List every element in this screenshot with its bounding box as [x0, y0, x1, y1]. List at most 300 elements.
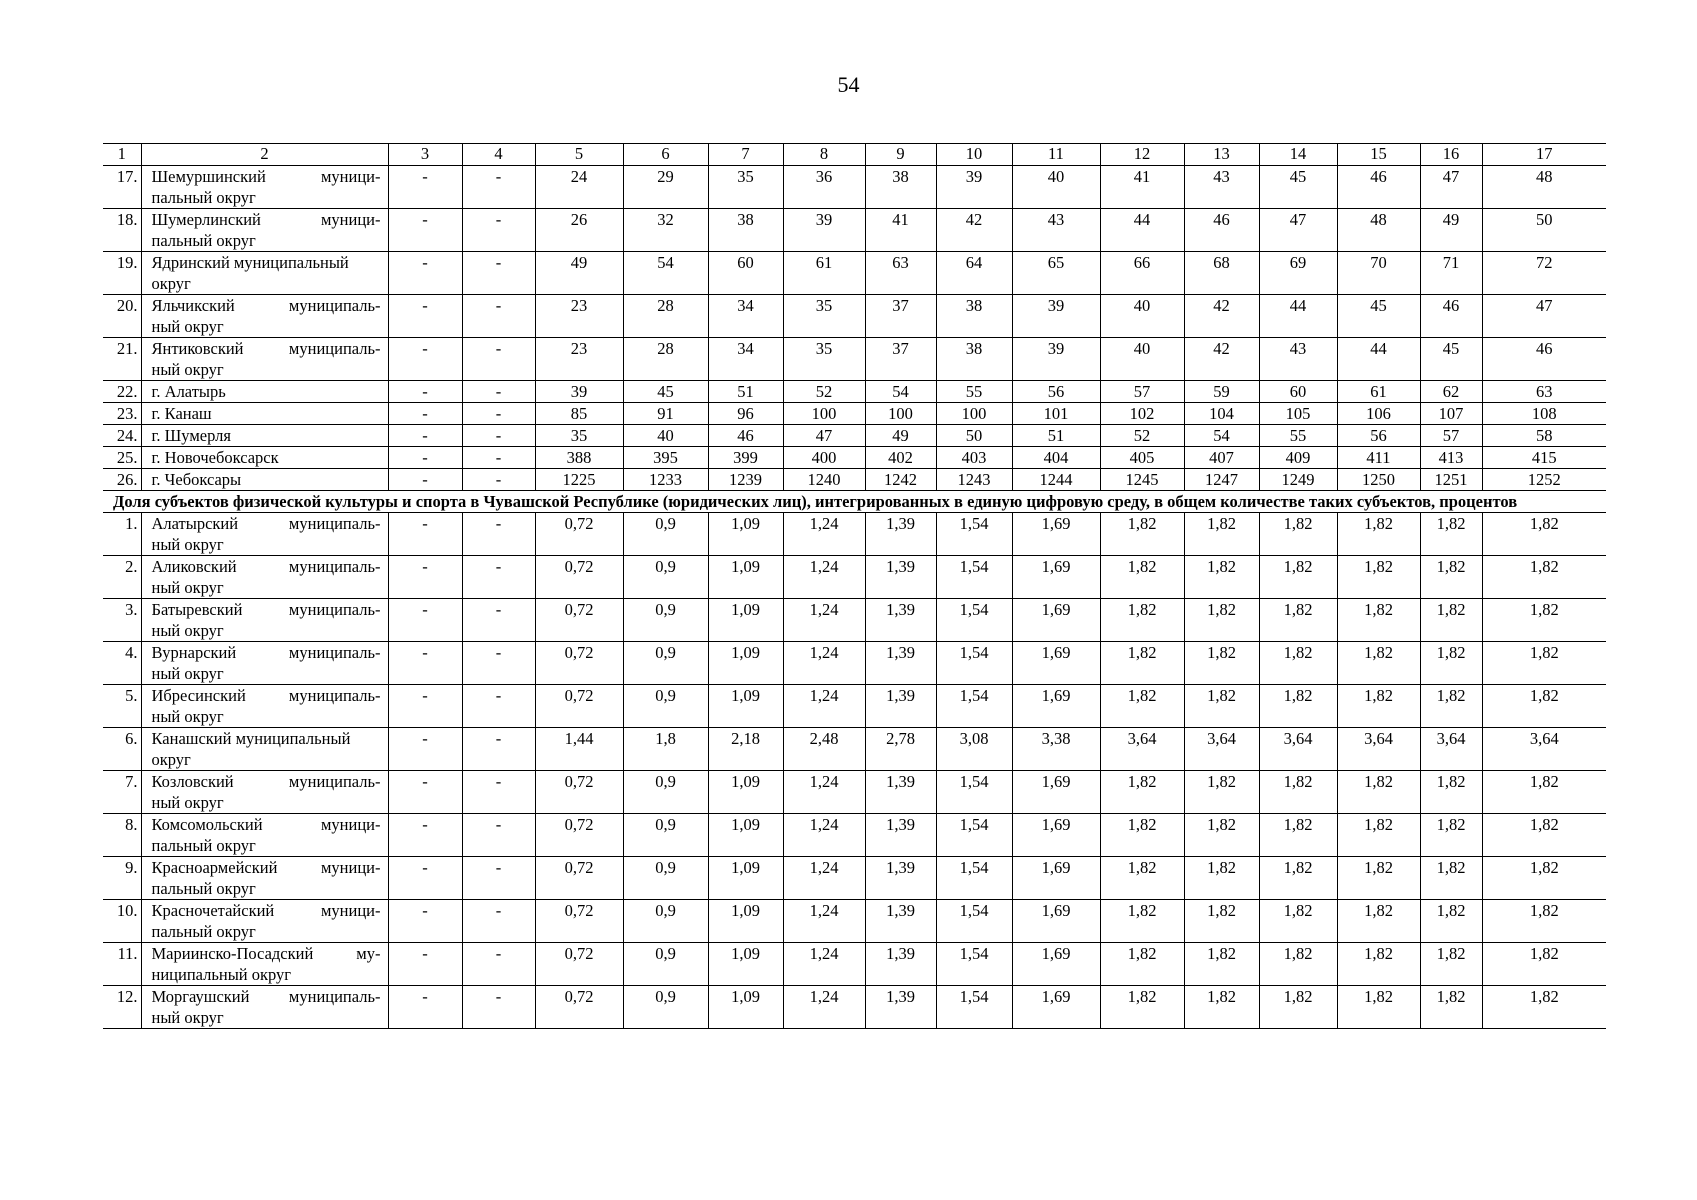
value-cell-15: 1,82	[1337, 685, 1420, 728]
row-name-line-2: ный округ	[151, 793, 224, 812]
table-row	[103, 900, 1606, 943]
value-cell-10: 100	[936, 403, 1012, 425]
value-cell-4: -	[462, 403, 535, 425]
value-cell-7: 1,09	[708, 685, 783, 728]
value-cell-14: 1,82	[1259, 685, 1337, 728]
row-name-line-1: Канашский муниципальный	[151, 729, 351, 748]
value-cell-5: 0,72	[535, 814, 623, 857]
value-cell-8: 2,48	[783, 728, 865, 771]
value-cell-9: 1,39	[865, 986, 936, 1029]
value-cell-10: 38	[936, 295, 1012, 338]
row-name	[141, 252, 388, 295]
column-header-10: 10	[936, 144, 1012, 166]
row-name	[141, 857, 388, 900]
row-name: г. Алатырь	[141, 381, 388, 403]
value-cell-8: 1,24	[783, 685, 865, 728]
row-name-line-1: Алатырский муниципаль-	[151, 514, 381, 533]
value-cell-9: 1,39	[865, 642, 936, 685]
value-cell-14: 44	[1259, 295, 1337, 338]
value-cell-16: 1,82	[1420, 986, 1482, 1029]
table-row	[103, 728, 1606, 771]
value-cell-4: -	[462, 642, 535, 685]
row-name	[141, 771, 388, 814]
value-cell-17: 1,82	[1482, 513, 1606, 556]
row-number: 21.	[103, 338, 141, 381]
value-cell-6: 0,9	[623, 857, 708, 900]
value-cell-7: 2,18	[708, 728, 783, 771]
value-cell-8: 1,24	[783, 556, 865, 599]
row-number: 20.	[103, 295, 141, 338]
table-row	[103, 403, 1606, 425]
table-row	[103, 295, 1606, 338]
value-cell-13: 42	[1184, 295, 1259, 338]
value-cell-12: 66	[1100, 252, 1184, 295]
value-cell-17: 58	[1482, 425, 1606, 447]
value-cell-17: 1,82	[1482, 986, 1606, 1029]
row-name-line-2: пальный округ	[151, 836, 256, 855]
value-cell-11: 56	[1012, 381, 1100, 403]
value-cell-7: 399	[708, 447, 783, 469]
value-cell-13: 1,82	[1184, 857, 1259, 900]
value-cell-15: 70	[1337, 252, 1420, 295]
value-cell-3: -	[388, 513, 462, 556]
value-cell-16: 1,82	[1420, 771, 1482, 814]
value-cell-11: 39	[1012, 295, 1100, 338]
value-cell-12: 1,82	[1100, 513, 1184, 556]
value-cell-16: 1,82	[1420, 642, 1482, 685]
value-cell-5: 388	[535, 447, 623, 469]
value-cell-6: 0,9	[623, 556, 708, 599]
value-cell-5: 0,72	[535, 599, 623, 642]
value-cell-11: 65	[1012, 252, 1100, 295]
value-cell-10: 1,54	[936, 642, 1012, 685]
value-cell-7: 1,09	[708, 771, 783, 814]
table-row	[103, 209, 1606, 252]
value-cell-6: 0,9	[623, 900, 708, 943]
column-header-15: 15	[1337, 144, 1420, 166]
value-cell-4: -	[462, 814, 535, 857]
value-cell-9: 1242	[865, 469, 936, 491]
table-row	[103, 469, 1606, 491]
column-header-17: 17	[1482, 144, 1606, 166]
table-row	[103, 857, 1606, 900]
value-cell-9: 100	[865, 403, 936, 425]
value-cell-14: 60	[1259, 381, 1337, 403]
value-cell-15: 44	[1337, 338, 1420, 381]
value-cell-4: -	[462, 209, 535, 252]
row-name-line-1: Красноармейский муници-	[151, 858, 381, 877]
value-cell-12: 1,82	[1100, 900, 1184, 943]
row-name	[141, 556, 388, 599]
value-cell-10: 1,54	[936, 986, 1012, 1029]
row-name-line-1: Шумерлинский муници-	[151, 210, 381, 229]
row-name-line-2: ный округ	[151, 707, 224, 726]
value-cell-15: 48	[1337, 209, 1420, 252]
row-number: 10.	[103, 900, 141, 943]
table-row	[103, 599, 1606, 642]
value-cell-7: 38	[708, 209, 783, 252]
value-cell-7: 1,09	[708, 900, 783, 943]
value-cell-3: -	[388, 556, 462, 599]
value-cell-6: 1,8	[623, 728, 708, 771]
value-cell-16: 1,82	[1420, 513, 1482, 556]
value-cell-12: 40	[1100, 338, 1184, 381]
value-cell-13: 1,82	[1184, 943, 1259, 986]
value-cell-3: -	[388, 166, 462, 209]
value-cell-3: -	[388, 338, 462, 381]
value-cell-12: 57	[1100, 381, 1184, 403]
value-cell-9: 49	[865, 425, 936, 447]
value-cell-9: 41	[865, 209, 936, 252]
value-cell-9: 1,39	[865, 685, 936, 728]
value-cell-4: -	[462, 771, 535, 814]
value-cell-10: 38	[936, 338, 1012, 381]
value-cell-12: 1,82	[1100, 986, 1184, 1029]
value-cell-4: -	[462, 513, 535, 556]
value-cell-15: 1,82	[1337, 513, 1420, 556]
row-name-line-2: ниципальный округ	[151, 965, 292, 984]
value-cell-17: 1,82	[1482, 771, 1606, 814]
table-row	[103, 814, 1606, 857]
column-header-1: 1	[103, 144, 141, 166]
row-name-line-1: Ядринский муниципальный	[151, 253, 349, 272]
value-cell-11: 51	[1012, 425, 1100, 447]
value-cell-9: 1,39	[865, 556, 936, 599]
value-cell-4: -	[462, 338, 535, 381]
value-cell-7: 1,09	[708, 599, 783, 642]
value-cell-17: 46	[1482, 338, 1606, 381]
value-cell-6: 0,9	[623, 685, 708, 728]
value-cell-8: 1,24	[783, 642, 865, 685]
value-cell-16: 49	[1420, 209, 1482, 252]
value-cell-12: 3,64	[1100, 728, 1184, 771]
value-cell-4: -	[462, 728, 535, 771]
value-cell-8: 1,24	[783, 857, 865, 900]
value-cell-6: 395	[623, 447, 708, 469]
value-cell-13: 407	[1184, 447, 1259, 469]
value-cell-11: 404	[1012, 447, 1100, 469]
value-cell-6: 0,9	[623, 513, 708, 556]
value-cell-10: 403	[936, 447, 1012, 469]
value-cell-7: 51	[708, 381, 783, 403]
value-cell-10: 1,54	[936, 814, 1012, 857]
value-cell-14: 1249	[1259, 469, 1337, 491]
value-cell-17: 72	[1482, 252, 1606, 295]
row-name-line-2: пальный округ	[151, 879, 256, 898]
value-cell-14: 1,82	[1259, 556, 1337, 599]
value-cell-11: 1,69	[1012, 857, 1100, 900]
value-cell-8: 1,24	[783, 943, 865, 986]
value-cell-14: 1,82	[1259, 943, 1337, 986]
value-cell-11: 1,69	[1012, 685, 1100, 728]
row-name-line-2: ный округ	[151, 317, 224, 336]
value-cell-17: 3,64	[1482, 728, 1606, 771]
value-cell-5: 0,72	[535, 642, 623, 685]
value-cell-4: -	[462, 166, 535, 209]
value-cell-8: 1,24	[783, 599, 865, 642]
value-cell-8: 1,24	[783, 900, 865, 943]
value-cell-5: 1225	[535, 469, 623, 491]
row-number: 2.	[103, 556, 141, 599]
value-cell-9: 54	[865, 381, 936, 403]
header-row	[103, 144, 1606, 166]
value-cell-12: 102	[1100, 403, 1184, 425]
value-cell-9: 1,39	[865, 857, 936, 900]
row-name	[141, 900, 388, 943]
value-cell-13: 46	[1184, 209, 1259, 252]
value-cell-6: 28	[623, 338, 708, 381]
value-cell-11: 1,69	[1012, 771, 1100, 814]
value-cell-17: 1,82	[1482, 857, 1606, 900]
row-number: 1.	[103, 513, 141, 556]
row-name-line-1: Янтиковский муниципаль-	[151, 339, 381, 358]
table-row	[103, 685, 1606, 728]
value-cell-10: 1,54	[936, 771, 1012, 814]
row-name	[141, 728, 388, 771]
value-cell-9: 38	[865, 166, 936, 209]
value-cell-5: 24	[535, 166, 623, 209]
value-cell-17: 1,82	[1482, 943, 1606, 986]
value-cell-5: 39	[535, 381, 623, 403]
value-cell-5: 0,72	[535, 556, 623, 599]
value-cell-8: 52	[783, 381, 865, 403]
value-cell-13: 59	[1184, 381, 1259, 403]
value-cell-3: -	[388, 425, 462, 447]
value-cell-6: 29	[623, 166, 708, 209]
value-cell-11: 1,69	[1012, 556, 1100, 599]
row-name	[141, 209, 388, 252]
row-name	[141, 338, 388, 381]
row-name-line-1: Батыревский муниципаль-	[151, 600, 381, 619]
value-cell-13: 1,82	[1184, 556, 1259, 599]
value-cell-12: 1,82	[1100, 599, 1184, 642]
value-cell-8: 1,24	[783, 986, 865, 1029]
value-cell-12: 1,82	[1100, 685, 1184, 728]
row-name-line-2: ный округ	[151, 664, 224, 683]
value-cell-12: 1,82	[1100, 943, 1184, 986]
value-cell-3: -	[388, 814, 462, 857]
value-cell-15: 1,82	[1337, 599, 1420, 642]
value-cell-13: 3,64	[1184, 728, 1259, 771]
value-cell-13: 1,82	[1184, 599, 1259, 642]
value-cell-11: 39	[1012, 338, 1100, 381]
value-cell-11: 1,69	[1012, 642, 1100, 685]
value-cell-15: 61	[1337, 381, 1420, 403]
table-row	[103, 447, 1606, 469]
value-cell-7: 1,09	[708, 857, 783, 900]
value-cell-15: 45	[1337, 295, 1420, 338]
value-cell-13: 104	[1184, 403, 1259, 425]
value-cell-9: 1,39	[865, 943, 936, 986]
value-cell-8: 35	[783, 338, 865, 381]
value-cell-14: 1,82	[1259, 986, 1337, 1029]
column-header-2: 2	[141, 144, 388, 166]
value-cell-11: 1,69	[1012, 943, 1100, 986]
value-cell-16: 71	[1420, 252, 1482, 295]
value-cell-14: 1,82	[1259, 642, 1337, 685]
value-cell-7: 34	[708, 295, 783, 338]
value-cell-13: 1,82	[1184, 513, 1259, 556]
row-name	[141, 986, 388, 1029]
value-cell-9: 402	[865, 447, 936, 469]
value-cell-6: 32	[623, 209, 708, 252]
value-cell-5: 0,72	[535, 943, 623, 986]
value-cell-3: -	[388, 295, 462, 338]
value-cell-13: 54	[1184, 425, 1259, 447]
column-header-9: 9	[865, 144, 936, 166]
row-name-line-1: Козловский муниципаль-	[151, 772, 381, 791]
row-name	[141, 642, 388, 685]
column-header-3: 3	[388, 144, 462, 166]
value-cell-5: 49	[535, 252, 623, 295]
value-cell-8: 100	[783, 403, 865, 425]
value-cell-14: 409	[1259, 447, 1337, 469]
value-cell-5: 0,72	[535, 900, 623, 943]
value-cell-17: 1,82	[1482, 556, 1606, 599]
table-row	[103, 556, 1606, 599]
row-name	[141, 166, 388, 209]
row-name	[141, 599, 388, 642]
section-header-row	[103, 491, 1606, 513]
value-cell-10: 1,54	[936, 943, 1012, 986]
value-cell-7: 60	[708, 252, 783, 295]
value-cell-13: 68	[1184, 252, 1259, 295]
value-cell-11: 1,69	[1012, 599, 1100, 642]
value-cell-5: 26	[535, 209, 623, 252]
value-cell-14: 45	[1259, 166, 1337, 209]
value-cell-8: 61	[783, 252, 865, 295]
value-cell-15: 1,82	[1337, 771, 1420, 814]
value-cell-7: 1,09	[708, 513, 783, 556]
value-cell-12: 1,82	[1100, 642, 1184, 685]
value-cell-15: 3,64	[1337, 728, 1420, 771]
value-cell-10: 1,54	[936, 599, 1012, 642]
row-number: 9.	[103, 857, 141, 900]
value-cell-15: 1,82	[1337, 642, 1420, 685]
value-cell-4: -	[462, 943, 535, 986]
value-cell-10: 39	[936, 166, 1012, 209]
value-cell-4: -	[462, 381, 535, 403]
value-cell-14: 1,82	[1259, 513, 1337, 556]
row-name-line-1: Красночетайский муници-	[151, 901, 381, 920]
value-cell-11: 101	[1012, 403, 1100, 425]
value-cell-12: 40	[1100, 295, 1184, 338]
value-cell-7: 46	[708, 425, 783, 447]
row-name-line-1: Ибресинский муниципаль-	[151, 686, 381, 705]
value-cell-5: 0,72	[535, 986, 623, 1029]
row-name: г. Канаш	[141, 403, 388, 425]
value-cell-17: 1,82	[1482, 900, 1606, 943]
value-cell-3: -	[388, 857, 462, 900]
value-cell-15: 411	[1337, 447, 1420, 469]
value-cell-17: 1,82	[1482, 599, 1606, 642]
row-name-line-2: ный округ	[151, 578, 224, 597]
value-cell-12: 41	[1100, 166, 1184, 209]
value-cell-8: 36	[783, 166, 865, 209]
value-cell-16: 107	[1420, 403, 1482, 425]
table-row	[103, 338, 1606, 381]
value-cell-16: 1,82	[1420, 943, 1482, 986]
value-cell-11: 43	[1012, 209, 1100, 252]
value-cell-3: -	[388, 728, 462, 771]
value-cell-9: 1,39	[865, 599, 936, 642]
value-cell-17: 415	[1482, 447, 1606, 469]
value-cell-8: 47	[783, 425, 865, 447]
row-name: г. Чебоксары	[141, 469, 388, 491]
value-cell-3: -	[388, 469, 462, 491]
value-cell-14: 3,64	[1259, 728, 1337, 771]
row-name-line-1: Аликовский муниципаль-	[151, 557, 381, 576]
value-cell-6: 54	[623, 252, 708, 295]
value-cell-17: 63	[1482, 381, 1606, 403]
value-cell-15: 1,82	[1337, 900, 1420, 943]
value-cell-17: 48	[1482, 166, 1606, 209]
row-name: г. Новочебоксарск	[141, 447, 388, 469]
value-cell-10: 1,54	[936, 685, 1012, 728]
value-cell-4: -	[462, 857, 535, 900]
row-number: 4.	[103, 642, 141, 685]
value-cell-13: 1,82	[1184, 814, 1259, 857]
value-cell-4: -	[462, 252, 535, 295]
value-cell-3: -	[388, 209, 462, 252]
value-cell-6: 0,9	[623, 943, 708, 986]
section-title: Доля субъектов физической культуры и спорта в Чувашской Республике (юридических лиц), интегрированных в единую цифровую среду, в общем количестве таких субъектов, процентов	[103, 491, 1606, 513]
value-cell-11: 3,38	[1012, 728, 1100, 771]
value-cell-11: 1,69	[1012, 814, 1100, 857]
value-cell-17: 1,82	[1482, 814, 1606, 857]
value-cell-13: 1,82	[1184, 900, 1259, 943]
value-cell-15: 106	[1337, 403, 1420, 425]
value-cell-9: 63	[865, 252, 936, 295]
value-cell-15: 1,82	[1337, 556, 1420, 599]
value-cell-10: 1,54	[936, 513, 1012, 556]
value-cell-5: 23	[535, 295, 623, 338]
table-body	[103, 166, 1606, 1029]
value-cell-9: 37	[865, 338, 936, 381]
row-name-line-2: ный округ	[151, 621, 224, 640]
value-cell-14: 1,82	[1259, 599, 1337, 642]
value-cell-5: 0,72	[535, 857, 623, 900]
value-cell-12: 1,82	[1100, 556, 1184, 599]
row-number: 22.	[103, 381, 141, 403]
value-cell-15: 56	[1337, 425, 1420, 447]
value-cell-16: 1,82	[1420, 599, 1482, 642]
value-cell-4: -	[462, 556, 535, 599]
column-header-4: 4	[462, 144, 535, 166]
value-cell-14: 47	[1259, 209, 1337, 252]
value-cell-11: 1,69	[1012, 986, 1100, 1029]
column-header-13: 13	[1184, 144, 1259, 166]
row-name-line-2: округ	[151, 750, 191, 769]
value-cell-14: 1,82	[1259, 900, 1337, 943]
value-cell-5: 1,44	[535, 728, 623, 771]
value-cell-6: 28	[623, 295, 708, 338]
value-cell-16: 47	[1420, 166, 1482, 209]
value-cell-7: 1,09	[708, 642, 783, 685]
row-name-line-1: Моргаушский муниципаль-	[151, 987, 381, 1006]
value-cell-13: 42	[1184, 338, 1259, 381]
value-cell-9: 1,39	[865, 900, 936, 943]
table-row	[103, 642, 1606, 685]
value-cell-16: 57	[1420, 425, 1482, 447]
value-cell-11: 1,69	[1012, 513, 1100, 556]
row-number: 18.	[103, 209, 141, 252]
value-cell-3: -	[388, 943, 462, 986]
row-number: 6.	[103, 728, 141, 771]
table-row	[103, 513, 1606, 556]
row-number: 12.	[103, 986, 141, 1029]
value-cell-10: 55	[936, 381, 1012, 403]
